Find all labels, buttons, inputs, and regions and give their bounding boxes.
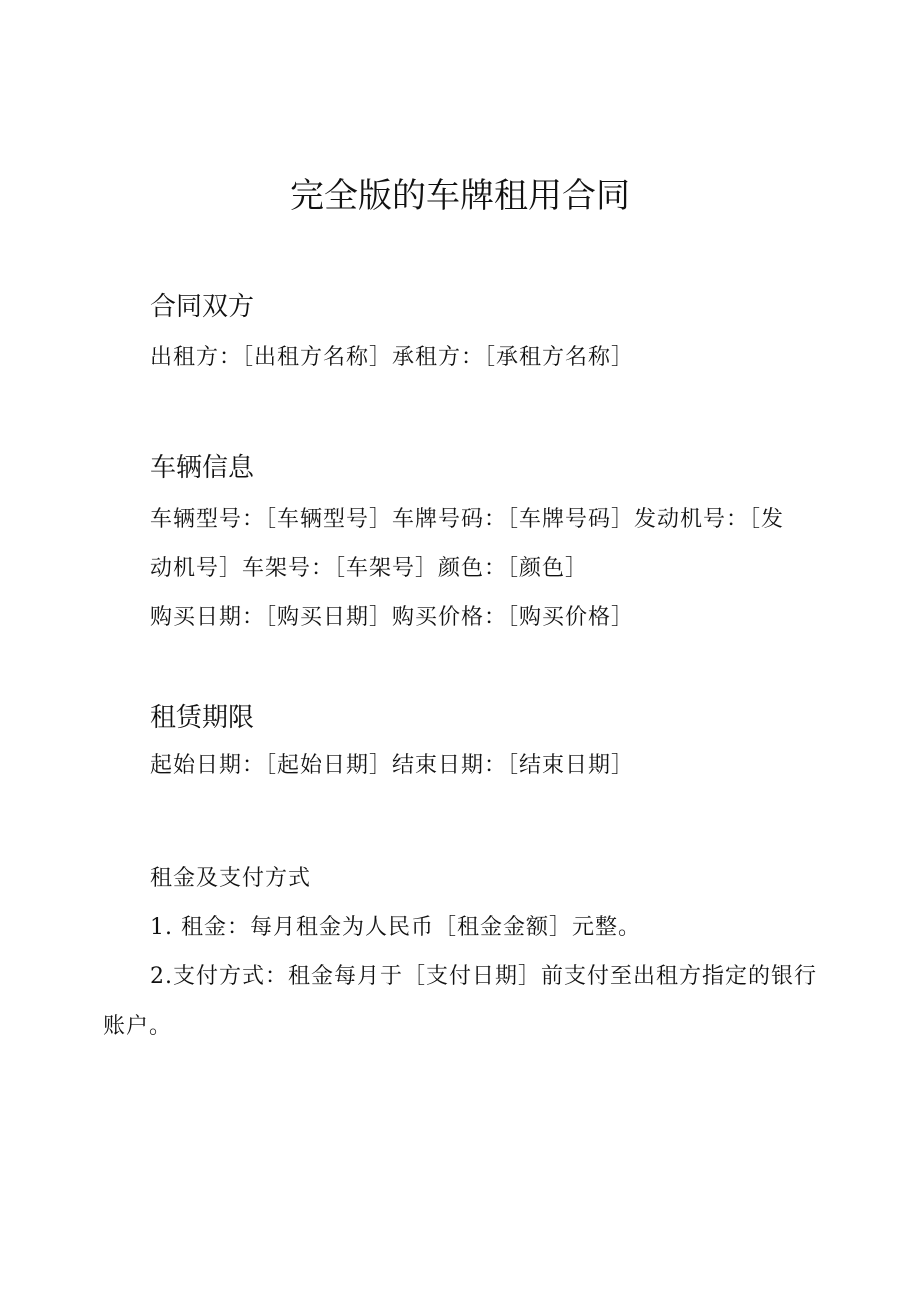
section-heading-parties: 合同双方 — [150, 292, 255, 322]
document-title: 完全版的车牌租用合同 — [290, 176, 630, 216]
section-heading-rent: 租金及支付方式 — [150, 866, 312, 891]
parties-line: 出租方：［出租方名称］承租方：［承租方名称］ — [150, 345, 635, 370]
term-line: 起始日期：［起始日期］结束日期：［结束日期］ — [150, 753, 635, 778]
section-heading-vehicle: 车辆信息 — [150, 453, 255, 483]
vehicle-line-3: 购买日期：［购买日期］购买价格：［购买价格］ — [150, 605, 635, 630]
rent-item-2-line-1: 2.支付方式：租金每月于［支付日期］前支付至出租方指定的银行 — [150, 964, 817, 989]
section-heading-term: 租赁期限 — [150, 703, 255, 733]
vehicle-line-1: 车辆型号：［车辆型号］车牌号码：［车牌号码］发动机号：［发 — [150, 507, 785, 532]
rent-item-1: 1. 租金：每月租金为人民币［租金金额］元整。 — [150, 915, 641, 940]
rent-item-2-line-2: 账户。 — [103, 1014, 173, 1039]
vehicle-line-2: 动机号］车架号：［车架号］颜色：［颜色］ — [150, 556, 589, 581]
